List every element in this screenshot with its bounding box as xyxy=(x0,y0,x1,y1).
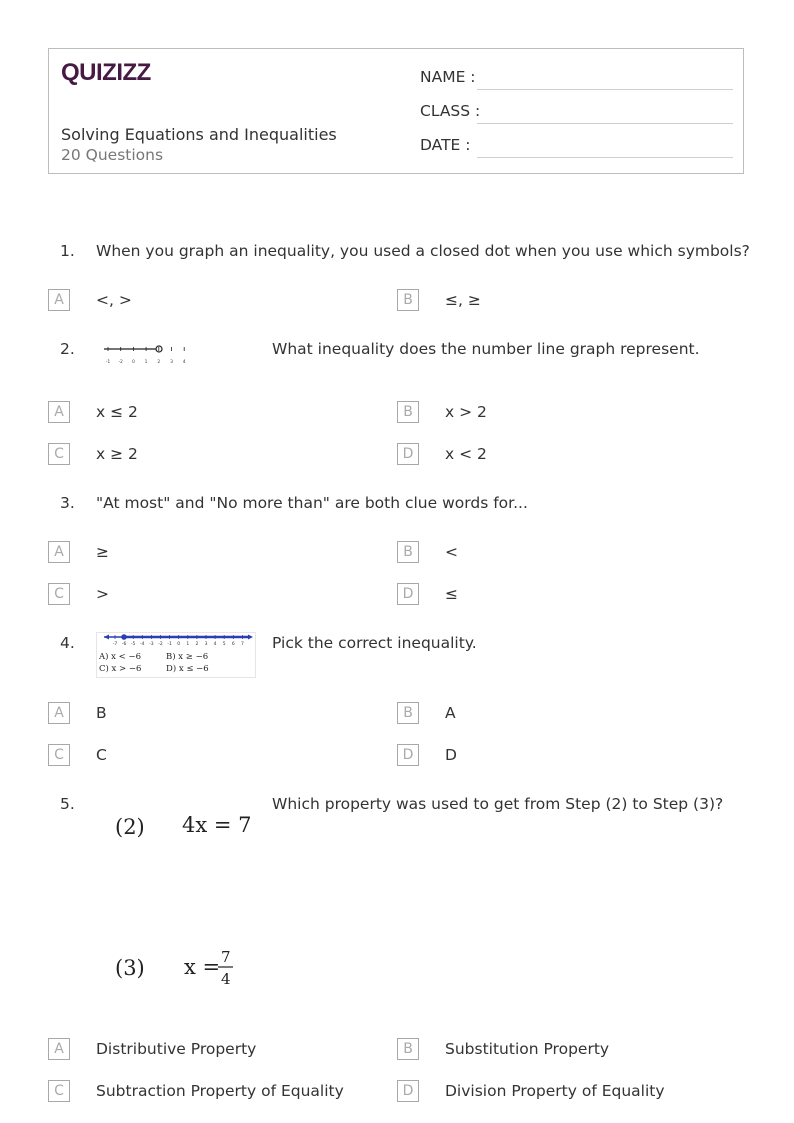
tick-label: 3 xyxy=(170,360,173,365)
tick-label: 1 xyxy=(144,360,148,365)
option-letter[interactable]: C xyxy=(48,1080,70,1102)
option-letter[interactable]: A xyxy=(48,289,70,311)
option-letter[interactable]: C xyxy=(48,443,70,465)
tick-label: -2 xyxy=(118,360,123,365)
option-text[interactable]: Substitution Property xyxy=(445,1040,610,1058)
graph-choice: B) x ≥ −6 xyxy=(166,652,209,662)
option-text[interactable]: Distributive Property xyxy=(96,1040,257,1058)
class-line xyxy=(477,123,733,124)
step-2-equation: 4x = 7 xyxy=(182,813,252,837)
option-letter[interactable]: D xyxy=(397,1080,419,1102)
option-text[interactable]: ≥ xyxy=(96,543,109,561)
step-2-label: (2) xyxy=(115,815,145,839)
worksheet-title: Solving Equations and Inequalities xyxy=(61,125,337,144)
step-3-denominator: 4 xyxy=(221,970,231,988)
option-text[interactable]: D xyxy=(445,746,457,764)
option-letter[interactable]: D xyxy=(397,744,419,766)
tick-label: 6 xyxy=(231,642,235,647)
option-letter[interactable]: B xyxy=(397,401,419,423)
option-letter[interactable]: D xyxy=(397,583,419,605)
question-text: When you graph an inequality, you used a closed dot when you use which symbols? xyxy=(96,242,750,260)
graph-choice: C) x > −6 xyxy=(99,664,142,674)
option-letter[interactable]: C xyxy=(48,583,70,605)
quizizz-logo: QUIZIZZ xyxy=(61,59,151,86)
tick-label: 1 xyxy=(186,642,190,647)
option-text[interactable]: <, > xyxy=(96,291,132,309)
option-letter[interactable]: B xyxy=(397,702,419,724)
class-label: CLASS : xyxy=(420,102,481,120)
option-letter[interactable]: A xyxy=(48,1038,70,1060)
option-letter[interactable]: D xyxy=(397,443,419,465)
option-letter[interactable]: A xyxy=(48,541,70,563)
inequality-graph-image xyxy=(96,632,256,678)
option-text[interactable]: < xyxy=(445,543,458,561)
tick-label: -2 xyxy=(158,642,163,647)
tick-label: 0 xyxy=(131,360,135,365)
question-number: 5. xyxy=(60,795,75,813)
graph-choice: D) x ≤ −6 xyxy=(166,664,209,674)
question-count: 20 Questions xyxy=(61,146,164,164)
option-letter[interactable]: B xyxy=(397,289,419,311)
option-text[interactable]: B xyxy=(96,704,107,722)
option-letter[interactable]: C xyxy=(48,744,70,766)
tick-label: 3 xyxy=(204,642,208,647)
graph-choice: A) x < −6 xyxy=(99,652,142,662)
tick-label: 5 xyxy=(222,642,226,647)
question-number: 4. xyxy=(60,634,75,652)
name-label: NAME : xyxy=(420,68,476,86)
tick-label: 4 xyxy=(182,360,186,365)
option-text[interactable]: x < 2 xyxy=(445,445,487,463)
option-letter[interactable]: A xyxy=(48,702,70,724)
option-letter[interactable]: B xyxy=(397,1038,419,1060)
option-text[interactable]: x > 2 xyxy=(445,403,487,421)
option-text[interactable]: > xyxy=(96,585,109,603)
option-text[interactable]: C xyxy=(96,746,107,764)
step-3-label: (3) xyxy=(115,956,145,980)
question-text: Which property was used to get from Step (2) to Step (3)? xyxy=(272,795,724,813)
tick-label: 2 xyxy=(195,642,199,647)
option-text[interactable]: A xyxy=(445,704,456,722)
option-letter[interactable]: A xyxy=(48,401,70,423)
option-text[interactable]: x ≥ 2 xyxy=(96,445,138,463)
tick-label: -5 xyxy=(130,642,136,647)
question-text: Pick the correct inequality. xyxy=(272,634,477,652)
option-text[interactable]: ≤, ≥ xyxy=(445,291,481,309)
tick-label: -1 xyxy=(167,642,172,647)
tick-label: -6 xyxy=(121,642,127,647)
question-number: 1. xyxy=(60,242,75,260)
step-3-lhs: x = xyxy=(184,955,221,979)
equation-steps-image xyxy=(100,800,270,1000)
name-line xyxy=(477,89,733,90)
tick-label: -3 xyxy=(149,642,154,647)
question-text: What inequality does the number line graph represent. xyxy=(272,340,700,358)
question-number: 2. xyxy=(60,340,75,358)
tick-label: 4 xyxy=(213,642,217,647)
tick-label: -1 xyxy=(105,360,111,365)
option-text[interactable]: Subtraction Property of Equality xyxy=(96,1082,344,1100)
tick-label: -7 xyxy=(112,642,118,647)
step-3-numerator: 7 xyxy=(221,948,231,966)
option-text[interactable]: ≤ xyxy=(445,585,458,603)
date-label: DATE : xyxy=(420,136,471,154)
question-text: "At most" and "No more than" are both clue words for... xyxy=(96,494,528,512)
option-text[interactable]: x ≤ 2 xyxy=(96,403,138,421)
option-text[interactable]: Division Property of Equality xyxy=(445,1082,665,1100)
worksheet-header xyxy=(48,48,744,174)
question-number: 3. xyxy=(60,494,75,512)
tick-label: 2 xyxy=(157,360,161,365)
tick-label: 0 xyxy=(177,642,181,647)
number-line-image xyxy=(100,340,190,370)
tick-label: 7 xyxy=(240,642,244,647)
option-letter[interactable]: B xyxy=(397,541,419,563)
tick-label: -4 xyxy=(140,642,145,647)
date-line xyxy=(477,157,733,158)
